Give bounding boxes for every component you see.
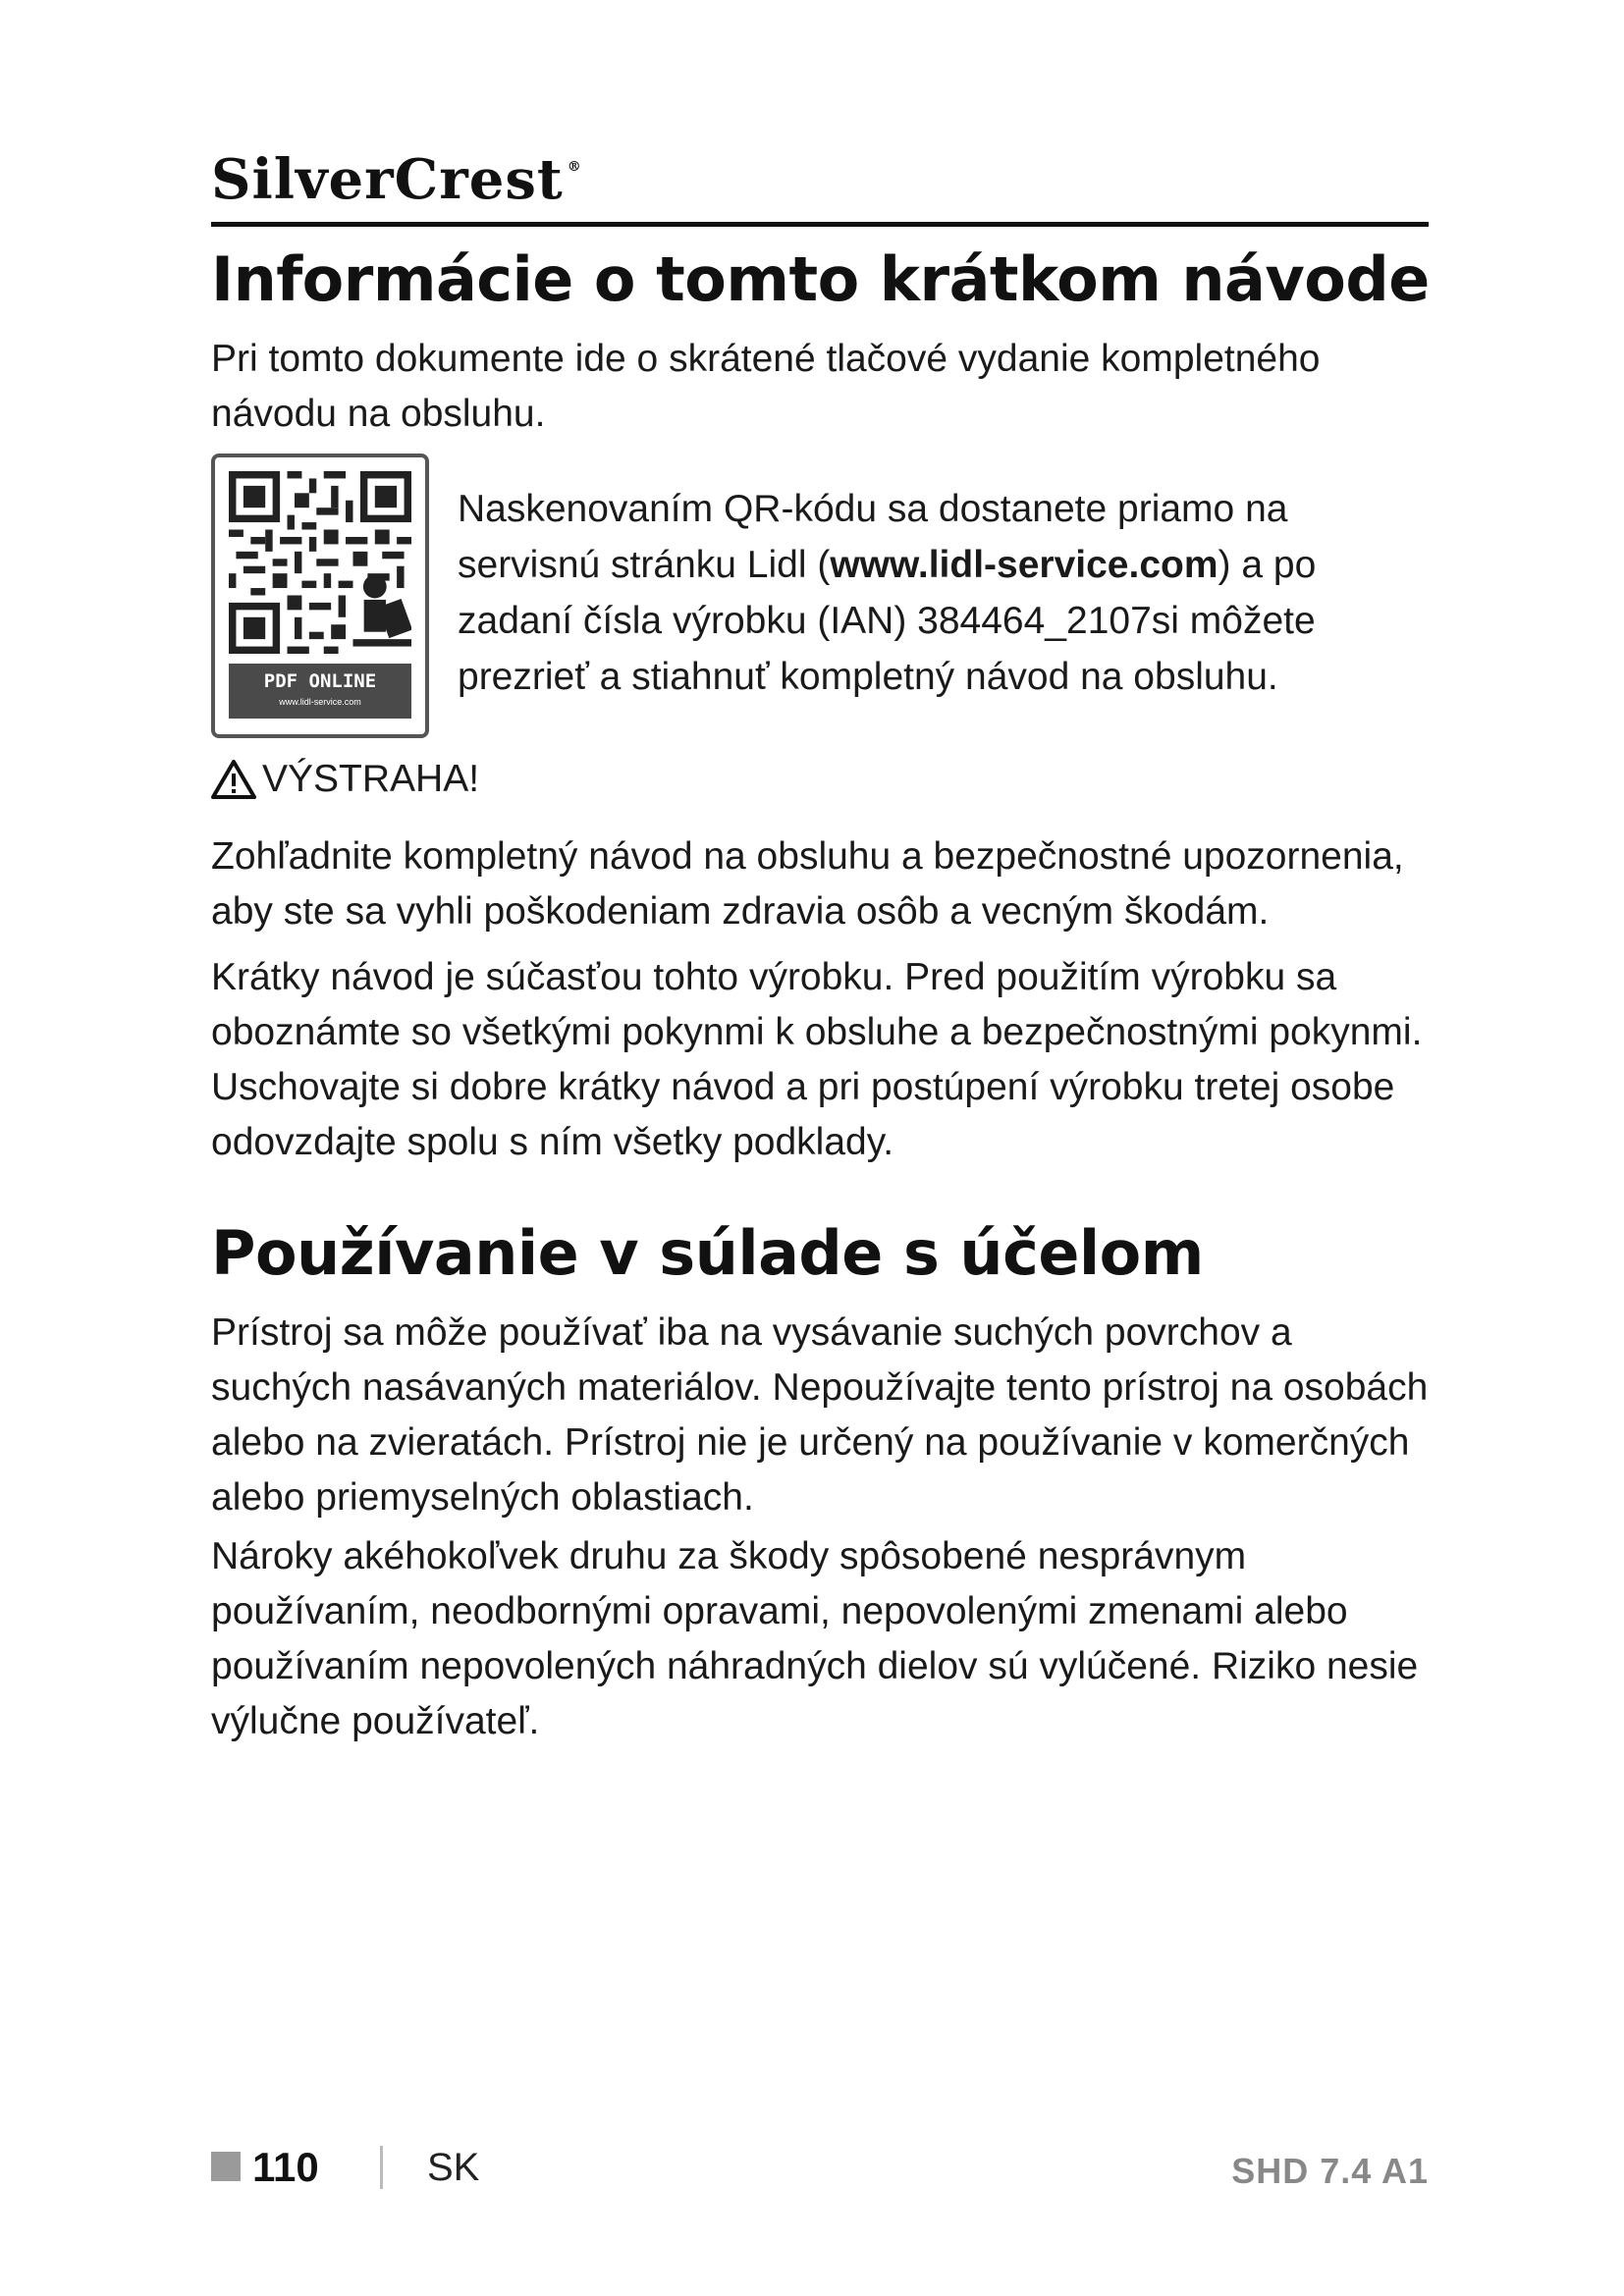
warning-label: VÝSTRAHA! [262, 758, 480, 800]
page-footer [211, 2140, 1429, 2199]
warning-triangle-icon [211, 760, 256, 799]
brand-logo [211, 147, 582, 216]
language-code: SK [427, 2146, 480, 2189]
manual-paragraph: Krátky návod je súčasťou tohto výrobku. Pred použitím výrobku sa oboznámte so všetkými pokynmi k obsluhe a bezpečnostnými pokynmi. Uschovajte si dobre krátky návod a pri postúpení výrobku tretej osobe odovzdajte spolu s ním všetky podklady. [211, 956, 1423, 1163]
brand-name: SilverCrest [211, 147, 564, 212]
footer-square-marker [211, 2152, 241, 2181]
header-rule [211, 222, 1429, 227]
intended-use-text: Prístroj sa môže používať iba na vysávanie suchých povrchov a suchých nasávaných materiálov. Nepoužívajte tento prístroj na osobách alebo na zvieratách. Prístroj nie je určený na používanie v komerčných alebo priemyselných oblastiach. [211, 1311, 1429, 1519]
registered-mark: ® [567, 159, 582, 175]
intro-text: Pri tomto dokumente ide o skrátené tlačové vydanie kompletného návodu na obsluhu. [211, 338, 1321, 435]
warning-text: Zohľadnite kompletný návod na obsluhu a bezpečnostné upozornenia, aby ste sa vyhli poškodeniam zdravia osôb a vecným škodám. [211, 835, 1404, 933]
qr-text-before: Naskenovaním QR-kódu sa dostanete priamo na servisnú stránku Lidl ( [458, 488, 1288, 586]
model-number: SHD 7.4 A1 [1231, 2151, 1429, 2191]
pdf-online-url: www.lidl-service.com [279, 697, 361, 707]
warning-heading [211, 758, 479, 801]
qr-code-icon [229, 471, 411, 654]
pdf-online-label: PDF ONLINE [263, 670, 377, 692]
section-title-intended-use: Používanie v súlade s účelom [211, 1217, 1204, 1289]
qr-code-box[interactable] [211, 454, 429, 738]
pdf-online-badge [229, 664, 411, 719]
liability-text: Nároky akéhokoľvek druhu za škody spôsobené nesprávnym používaním, neodbornými opravami, nepovolenými zmenami alebo používaním nepovolených náhradných dielov sú vylúčené. Riziko nesie výlučne používateľ. [211, 1535, 1419, 1742]
service-link[interactable]: www.lidl-service.com [830, 544, 1218, 586]
qr-instructions [458, 481, 1439, 705]
qr-text-after: ) a po zadaní čísla výrobku (IAN) 384464_2107si môžete prezrieť a stiahnuť kompletný návod na obsluhu. [458, 544, 1317, 698]
footer-separator [380, 2146, 383, 2189]
section-title-info: Informácie o tomto krátkom návode [211, 243, 1430, 315]
page-number: 110 [252, 2144, 319, 2190]
